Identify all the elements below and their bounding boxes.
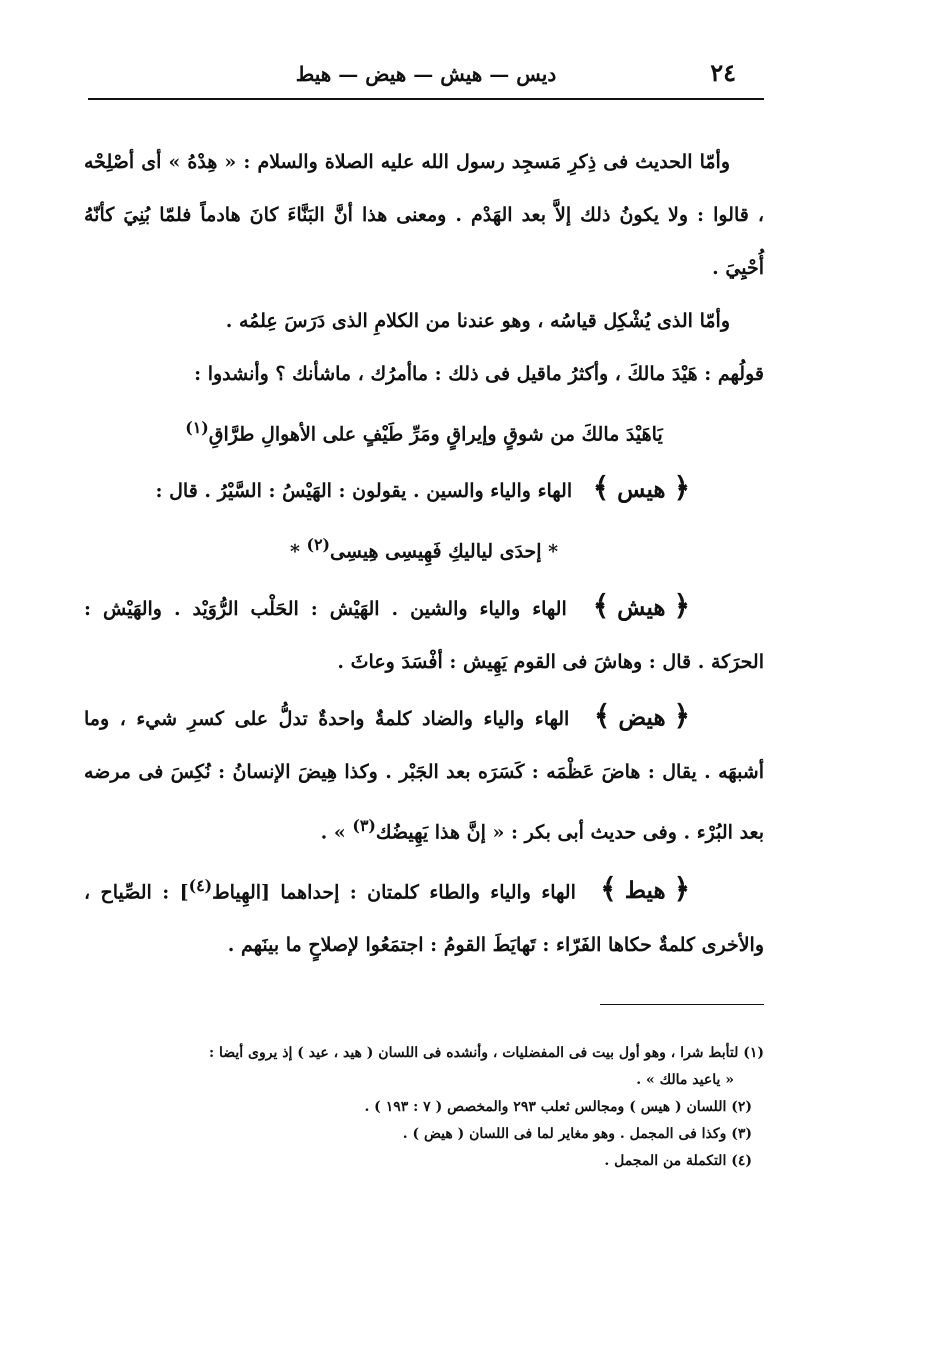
- verse-hayda-text: يَاهَيْدَ مالكَ من شوقٍ وإيراقٍ ومَرِّ طَيْفٍ على الأهوالِ طرَّاقِ: [208, 423, 663, 446]
- brace-close-icon: ﴾: [593, 698, 611, 732]
- entry-haysh-text: الهاء والياء والشين . الهَيْش : الحَلْب الرُّوَيْد . والهَيْش : الحرَكة . قال : وهاشَ فى القوم يَهِيش : أفْسَدَ وعاثَ .: [84, 597, 764, 673]
- entry-hayt-text: الهاء والياء والطاء كلمتان : إحداهما [الهِياط: [212, 881, 576, 904]
- entry-headword: [594, 862, 730, 917]
- footnote-rule: [600, 1004, 764, 1005]
- footnote-ref-1: (١): [185, 418, 209, 437]
- running-title: ديس — هيش — هيض — هيط: [295, 62, 557, 86]
- entry-hays: [84, 461, 764, 518]
- brace-open-icon: ﴿: [673, 588, 690, 622]
- brace-open-icon: ﴿: [673, 471, 690, 505]
- brace-open-icon: ﴿: [673, 698, 690, 732]
- header-rule: [88, 98, 764, 100]
- verse-hays: [84, 518, 764, 578]
- paragraph-mosque-hadith: وأمّا الحديث فى ذِكرِ مَسجِد رسول الله عليه الصلاة والسلام : « هِدْهُ » أى أصْلِحْه ، قالوا : ولا يكونُ ذلك إلاَّ بعد الهَدْم . ومعنى هذا أنَّ البَنَّاءَ كانَ هادماً فلمّا بُنِيَ كأنّهُ أُحْيِيَ .: [84, 151, 764, 279]
- entry-hayd: [84, 689, 764, 859]
- footnote-4: (٤) التكملة من المجمل .: [604, 1153, 752, 1169]
- verse-hays-text: * إحدَى لياليكِ فَهِيسِى هِيسِى: [330, 540, 559, 563]
- brace-close-icon: ﴾: [600, 872, 617, 906]
- footnotes: [84, 1040, 764, 1175]
- brace-close-icon: ﴾: [592, 588, 610, 622]
- paragraph-obscure: وأمّا الذى يُشْكِل قياسُه ، وهو عندنا من الكلامِ الذى دَرَسَ عِلمُه .: [225, 310, 730, 332]
- entry-hays-text: الهاء والياء والسين . يقولون : الهَيْسُ : السَّيْرُ . قال :: [155, 480, 573, 503]
- page-number: ٢٤: [710, 58, 736, 87]
- footnote-2: (٢) اللسان ( هيس ) ومجالس ثعلب ٢٩٣ والمخصص ( ٧ : ١٩٣ ) .: [364, 1099, 752, 1115]
- footnote-ref-2: (٢): [306, 535, 331, 555]
- footnote-3: (٣) وكذا فى المجمل . وهو مغاير لما فى اللسان ( هيض ) .: [402, 1126, 752, 1142]
- footnote-ref-4: (٤): [188, 875, 213, 895]
- page-header: [88, 56, 764, 96]
- brace-open-icon: ﴿: [673, 872, 691, 906]
- entry-headword: [587, 579, 730, 634]
- entry-headword: [588, 689, 730, 744]
- paragraph-hayda: قولُهم : هَيْدَ مالكَ ، وأكثرُ ماقيل فى ذلك : ماأمرُك ، ماشأنك ؟ وأنشدوا :: [194, 363, 764, 385]
- page-body: [84, 136, 764, 972]
- entry-hayd-end: » .: [320, 820, 353, 843]
- brace-close-icon: ﴾: [592, 471, 610, 505]
- verse-hays-end: *: [289, 540, 300, 563]
- headword-hays: هيس: [617, 476, 666, 504]
- headword-haysh: هيش: [617, 593, 666, 621]
- footnote-1: (١) لتأبط شرا ، وهو أول بيت فى المفضليات ، وأنشده فى اللسان ( هيد ، عيد ) إذ يروى أيضا :: [208, 1045, 764, 1061]
- entry-headword: [587, 461, 730, 516]
- footnote-1-continuation: « ياعيد مالك » .: [636, 1072, 734, 1088]
- verse-hayda: [84, 401, 764, 461]
- entry-hayt-rest: ] : الصِّياح ، والأخرى كلمةٌ حكاها الفَرّاء : تَهايَطَ القومُ : اجتمَعُوا لإصلاحٍ ما بينَهم .: [84, 881, 764, 957]
- entry-hayd-text: الهاء والياء والضاد كلمةٌ واحدةٌ تدلُّ على كسرِ شيء ، وما أشبهَه . يقال : هاضَ عَظْمَه : كَسَرَه بعد الجَبْر . وكذا هِيضَ الإنسانُ : نُكِسَ فى مرضه بعد البُرْء . وفى حديث أبى بكر : « إنَّ هذا يَهِيضُك: [84, 707, 764, 843]
- headword-hayd: هيض: [618, 703, 666, 731]
- footnote-ref-3: (٣): [352, 815, 376, 835]
- entry-hayt: [84, 859, 764, 972]
- entry-haysh: [84, 579, 764, 689]
- headword-hayt: هيط: [624, 877, 666, 905]
